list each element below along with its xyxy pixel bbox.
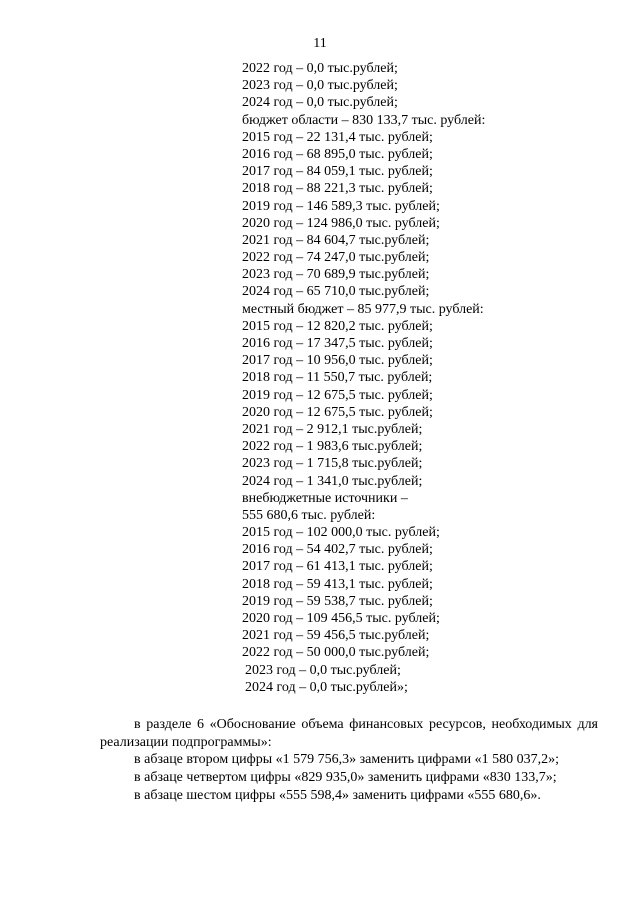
- replacement-paragraph: в абзаце четвертом цифры «829 935,0» заменить цифрами «830 133,7»;: [134, 770, 557, 785]
- list-line: 2018 год – 11 550,7 тыс. рублей;: [242, 370, 433, 386]
- list-line: 2018 год – 59 413,1 тыс. рублей;: [242, 576, 433, 592]
- list-line: 2024 год – 1 341,0 тыс.рублей;: [242, 473, 423, 489]
- list-line: 2017 год – 84 059,1 тыс. рублей;: [242, 164, 433, 180]
- list-line: 2019 год – 59 538,7 тыс. рублей;: [242, 593, 433, 609]
- list-line: 2022 год – 0,0 тыс.рублей;: [242, 61, 398, 76]
- list-line: 2020 год – 124 986,0 тыс. рублей;: [242, 215, 440, 231]
- list-line: 2020 год – 12 675,5 тыс. рублей;: [242, 404, 433, 420]
- list-line: 2016 год – 68 895,0 тыс. рублей;: [242, 146, 433, 162]
- list-line: 2019 год – 12 675,5 тыс. рублей;: [242, 387, 433, 403]
- section-heading-line: бюджет области – 830 133,7 тыс. рублей:: [242, 112, 486, 128]
- page-number: 11: [313, 36, 327, 51]
- list-line: 2015 год – 12 820,2 тыс. рублей;: [242, 318, 433, 334]
- list-line: 2024 год – 65 710,0 тыс.рублей;: [242, 284, 430, 300]
- list-line: 2024 год – 0,0 тыс.рублей;: [242, 95, 398, 111]
- section-heading-line: 555 680,6 тыс. рублей:: [242, 507, 376, 523]
- list-line: 2022 год – 50 000,0 тыс.рублей;: [242, 645, 430, 661]
- section-heading-line: внебюджетные источники –: [242, 490, 408, 506]
- list-line: 2019 год – 146 589,3 тыс. рублей;: [242, 198, 440, 214]
- list-line: 2015 год – 102 000,0 тыс. рублей;: [242, 525, 440, 541]
- list-line: 2021 год – 84 604,7 тыс.рублей;: [242, 232, 430, 248]
- replacement-paragraph: в абзаце шестом цифры «555 598,4» заменить цифрами «555 680,6».: [134, 788, 541, 803]
- list-line: 2021 год – 59 456,5 тыс.рублей;: [242, 628, 430, 644]
- list-line: 2017 год – 61 413,1 тыс. рублей;: [242, 559, 433, 575]
- section-heading-line: местный бюджет – 85 977,9 тыс. рублей:: [242, 301, 484, 317]
- list-line: 2022 год – 1 983,6 тыс.рублей;: [242, 439, 423, 455]
- list-line: 2018 год – 88 221,3 тыс. рублей;: [242, 181, 433, 197]
- list-line: 2015 год – 22 131,4 тыс. рублей;: [242, 129, 433, 145]
- list-line: 2017 год – 10 956,0 тыс. рублей;: [242, 353, 433, 369]
- section-intro-paragraph: в разделе 6 «Обоснование объема финансовых ресурсов, необходимых для реализации подпрограммы»:: [100, 717, 598, 750]
- list-line: 2020 год – 109 456,5 тыс. рублей;: [242, 611, 440, 626]
- list-line: 2023 год – 1 715,8 тыс.рублей;: [242, 456, 423, 472]
- funding-list: [242, 60, 602, 696]
- list-line: 2024 год – 0,0 тыс.рублей»;: [245, 679, 408, 695]
- replacement-paragraph: в абзаце втором цифры «1 579 756,3» заменить цифрами «1 580 037,2»;: [134, 752, 559, 767]
- list-line: 2023 год – 0,0 тыс.рублей;: [245, 662, 401, 678]
- list-line: 2016 год – 17 347,5 тыс. рублей;: [242, 336, 433, 351]
- list-line: 2016 год – 54 402,7 тыс. рублей;: [242, 542, 433, 558]
- list-line: 2023 год – 0,0 тыс.рублей;: [242, 78, 398, 94]
- list-line: 2021 год – 2 912,1 тыс.рублей;: [242, 421, 423, 437]
- list-line: 2022 год – 74 247,0 тыс.рублей;: [242, 250, 430, 266]
- list-line: 2023 год – 70 689,9 тыс.рублей;: [242, 267, 430, 283]
